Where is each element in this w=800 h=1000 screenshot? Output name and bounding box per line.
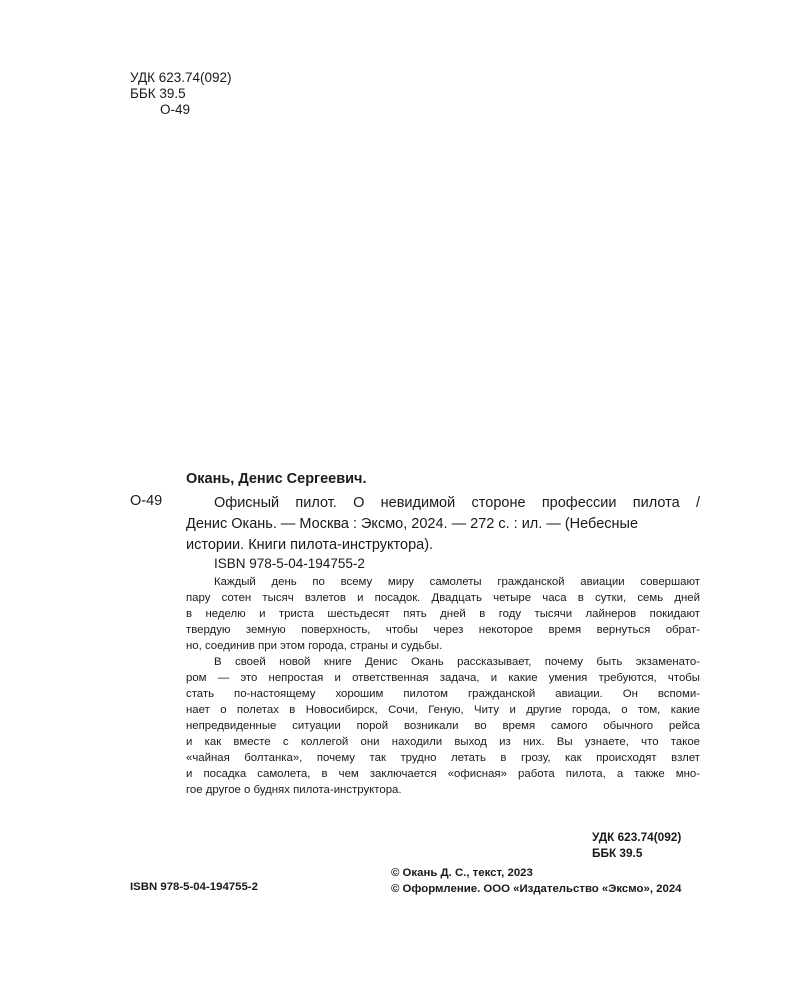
bbk-code-bottom: ББК 39.5 <box>592 846 643 860</box>
annotation-line: и посадка самолета, в чем заключается «офисная» работа пилота, а также мно- <box>186 768 700 780</box>
annotation-line: и как вместе с коллегой они находили выход из них. Вы узнаете, что такое <box>186 736 700 748</box>
udc-code-bottom: УДК 623.74(092) <box>592 830 682 844</box>
annotation-line: «чайная болтанка», почему так трудно летать в грозу, как происходят взлет <box>186 752 700 764</box>
author-mark-top: О-49 <box>160 102 191 117</box>
annotation-line: твердую земную поверхность, чтобы через некоторое время вернуться обрат- <box>186 624 700 636</box>
top-classification <box>130 70 232 118</box>
isbn-footer: ISBN 978-5-04-194755-2 <box>130 881 258 893</box>
bottom-classification <box>592 829 681 861</box>
bib-line: Офисный пилот. О невидимой стороне профессии пилота / <box>214 495 700 511</box>
annotation-line: непредвиденные ситуации порой возникали во время самого обычного рейса <box>186 720 700 732</box>
copyright-author: © Окань Д. С., текст, 2023 <box>391 867 533 879</box>
author-mark: О-49 <box>130 493 163 509</box>
copyright-design: © Оформление. ООО «Издательство «Эксмо», 2024 <box>391 883 682 895</box>
copyright-block <box>391 865 682 897</box>
bibliographic-description <box>186 493 700 556</box>
annotation-line: но, соединив при этом города, страны и судьбы. <box>186 640 443 652</box>
annotation-line: В своей новой книге Денис Окань рассказывает, почему быть экзаменато- <box>214 656 700 668</box>
author-heading: Окань, Денис Сергеевич. <box>186 471 367 487</box>
annotation-line: ром — это непростая и ответственная задача, и какие умения требуются, чтобы <box>186 672 700 684</box>
annotation <box>186 574 700 798</box>
annotation-line: пару сотен тысяч взлетов и посадок. Двадцать четыре часа в сутки, семь дней <box>186 592 700 604</box>
bib-line: истории. Книги пилота-инструктора). <box>186 537 434 553</box>
udc-code: УДК 623.74(092) <box>130 70 232 85</box>
annotation-line: Каждый день по всему миру самолеты гражданской авиации совершают <box>214 576 700 588</box>
bib-line: Денис Окань. — Москва : Эксмо, 2024. — 272 с. : ил. — (Небесные <box>186 516 639 532</box>
isbn: ISBN 978-5-04-194755-2 <box>214 556 365 571</box>
annotation-line: в неделю и триста шестьдесят пять дней в году тысячи лайнеров покидают <box>186 608 700 620</box>
annotation-line: нает о полетах в Новосибирск, Сочи, Геную, Читу и другие города, о том, какие <box>186 704 700 716</box>
annotation-line: стать по-настоящему хорошим пилотом гражданской авиации. Он вспоми- <box>186 688 700 700</box>
bbk-code: ББК 39.5 <box>130 86 186 101</box>
annotation-line: гое другое о буднях пилота-инструктора. <box>186 784 402 796</box>
